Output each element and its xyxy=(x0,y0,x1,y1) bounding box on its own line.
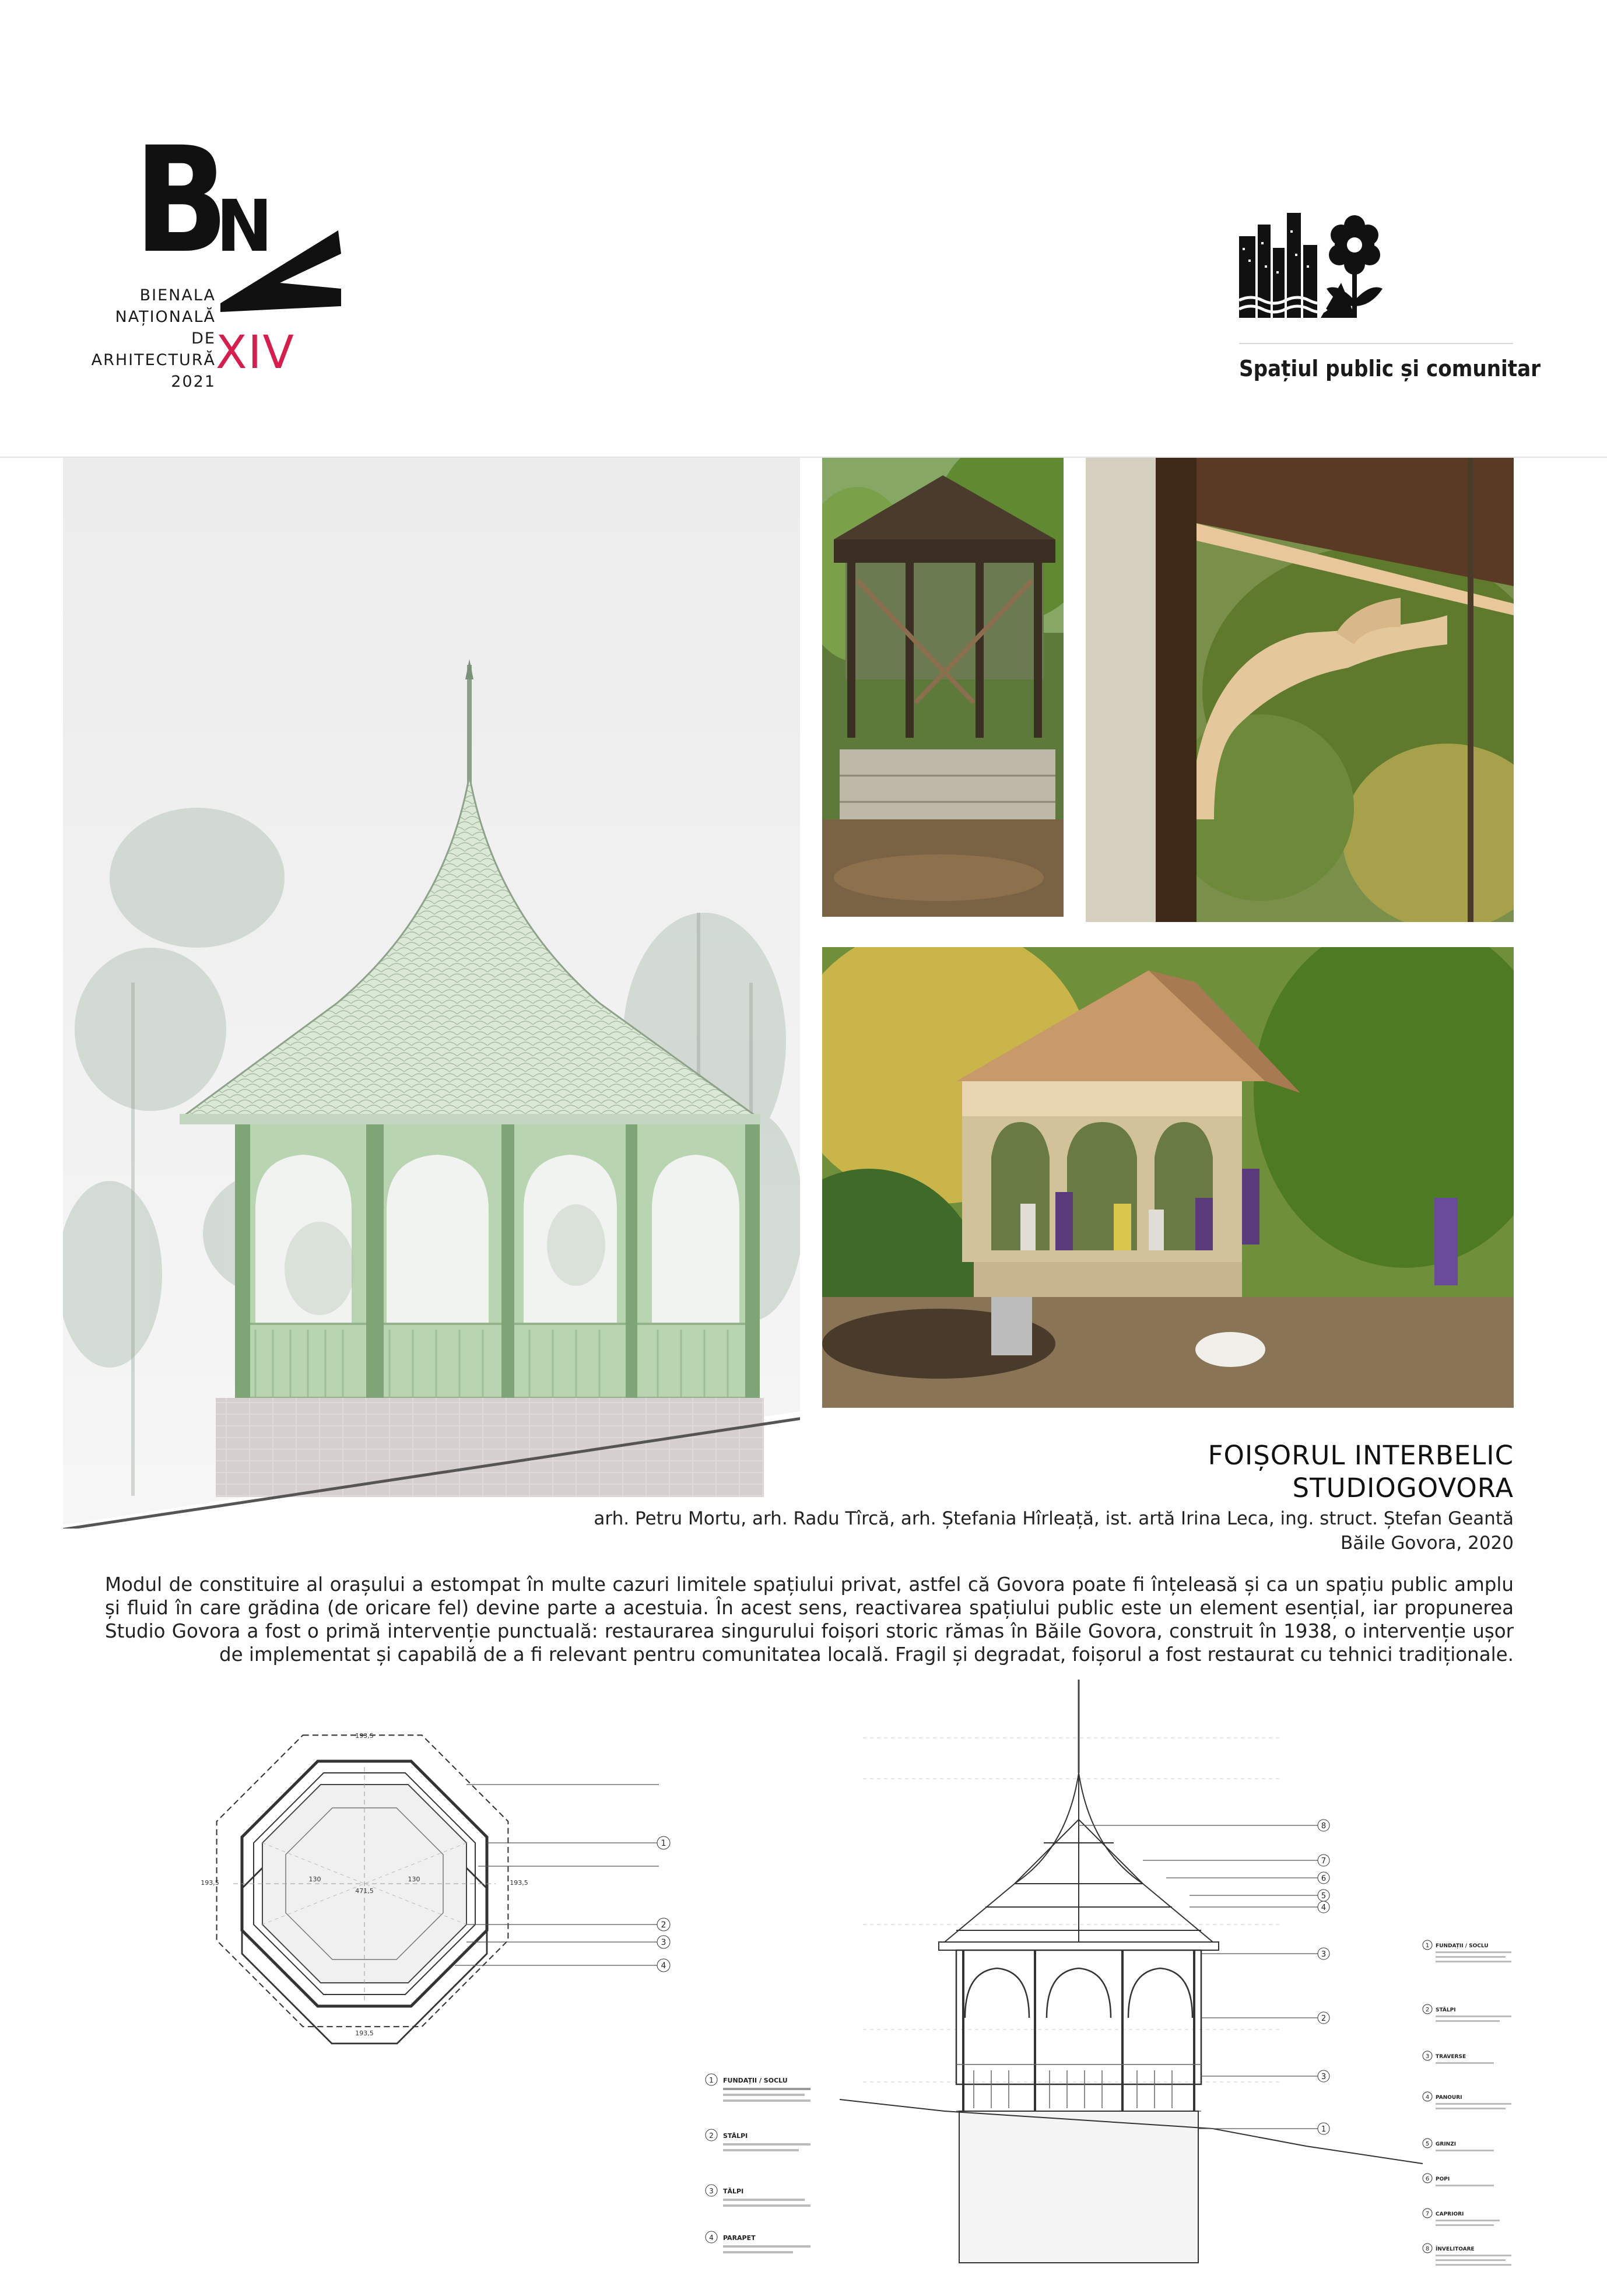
section-legend-title: PANOURI xyxy=(1436,2095,1462,2101)
plan-legend-num: 3 xyxy=(709,2187,714,2195)
section-legend-num: 2 xyxy=(1425,2007,1430,2013)
project-location-year: Băile Govora, 2020 xyxy=(1340,1533,1514,1554)
section-callout: 5 xyxy=(1321,1892,1327,1901)
plan-legend-title: PARAPET xyxy=(723,2234,756,2242)
plan-legend-num: 2 xyxy=(709,2132,714,2140)
section-callout: 2 xyxy=(1321,2014,1327,2023)
project-title-line: STUDIOGOVORA xyxy=(1292,1473,1514,1503)
section-legend-title: ÎNVELITOARE xyxy=(1436,2246,1475,2252)
plan-legend-num: 4 xyxy=(709,2234,714,2242)
gazebo-floor-plan xyxy=(175,1732,933,2269)
section-legend-num: 6 xyxy=(1425,2176,1430,2182)
section-legend-num: 4 xyxy=(1425,2094,1430,2101)
section-callout: 7 xyxy=(1321,1857,1327,1866)
plan-callout: 4 xyxy=(661,1961,666,1971)
bienala-line: ARHITECTURĂ xyxy=(91,351,216,369)
plan-center-label: 130 xyxy=(408,1876,420,1883)
bna-letter-n: N xyxy=(216,185,273,268)
section-legend-num: 1 xyxy=(1425,1943,1430,1949)
plan-dim-bottom: 193,5 xyxy=(355,2029,374,2037)
plan-legend-title: STÂLPI xyxy=(723,2132,748,2140)
bna-letter-b: B xyxy=(134,137,229,286)
project-authors: arh. Petru Mortu, arh. Radu Tîrcă, arh. Ștefania Hîrleață, ist. artă Irina Leca, ing. struct. Ștefan Geantă xyxy=(594,1508,1514,1529)
project-title-line: FOIȘORUL INTERBELIC xyxy=(1208,1440,1514,1471)
project-title xyxy=(875,1439,1514,1505)
bienala-line: NAȚIONALĂ xyxy=(115,308,216,326)
section-legend-num: 7 xyxy=(1425,2211,1430,2217)
plan-callout: 3 xyxy=(661,1938,666,1947)
public-space-community-icon xyxy=(1239,213,1391,318)
section-legend-title: STÂLPI xyxy=(1436,2007,1456,2013)
photo-gazebo-roof-detail xyxy=(1086,458,1514,922)
section-legend-num: 8 xyxy=(1425,2246,1430,2252)
category-rule xyxy=(1239,343,1513,344)
plan-legend-title: TĂLPI xyxy=(723,2188,744,2195)
plan-dim-left: 193,5 xyxy=(201,1879,219,1887)
section-legend-title: CAPRIORI xyxy=(1436,2211,1464,2217)
section-legend-num: 5 xyxy=(1425,2141,1430,2147)
section-legend-title: FUNDAȚII / SOCLU xyxy=(1436,1943,1489,1949)
section-legend-title: TRAVERSE xyxy=(1436,2054,1466,2060)
plan-legend-num: 1 xyxy=(709,2076,714,2084)
gazebo-section-elevation xyxy=(840,1668,1528,2286)
section-callout: 6 xyxy=(1321,1874,1327,1883)
watercolor-render-gazebo xyxy=(63,458,800,1529)
plan-center-label: 130 xyxy=(308,1876,321,1883)
section-callout: 3 xyxy=(1321,1950,1327,1959)
plan-callout: 2 xyxy=(661,1920,666,1930)
photo-gazebo-before-restoration xyxy=(822,458,1064,917)
section-callout: 3 xyxy=(1321,2073,1327,2081)
section-callout: 4 xyxy=(1321,1904,1327,1912)
project-description: Modul de constituire al orașului a estompat în multe cazuri limitele spațiului privat, astfel că Govora poate fi înțeleasă și ca un spațiu public amplu și fluid în care grădina (de oricare fel) devine parte a acestuia. În acest sens, reactivarea spațiului public este un element esențial, iar propunerea Studio Govora a fost o primă intervenție punctuală: restaurarea singurului foișori storic rămas în Băile Govora, construit în 1938, o intervenție ușor de implementat și capabilă de a fi relevant pentru comunitatea locală. Fragil și degradat, foișorul a fost restaurat cu tehnici tradiționale. xyxy=(105,1573,1514,1666)
bienala-text xyxy=(82,285,216,392)
plan-legend-title: FUNDAȚII / SOCLU xyxy=(723,2077,788,2084)
section-legend-title: GRINZI xyxy=(1436,2141,1457,2147)
bienala-line: DE xyxy=(191,329,216,348)
plan-dim-right: 193,5 xyxy=(510,1879,528,1887)
photo-volunteers-restoring-gazebo xyxy=(822,947,1514,1408)
project-credits xyxy=(466,1506,1514,1555)
plan-callout: 1 xyxy=(661,1839,666,1848)
section-callout: 1 xyxy=(1321,2125,1327,2134)
edition-number: XIV xyxy=(216,327,295,379)
section-legend-title: POPI xyxy=(1436,2176,1450,2182)
bienala-line: 2021 xyxy=(171,373,216,391)
section-legend-num: 3 xyxy=(1425,2053,1430,2060)
bienala-line: BIENALA xyxy=(139,286,216,304)
plan-dim-top: 193,5 xyxy=(355,1732,374,1740)
category-title: Spațiul public și comunitar xyxy=(1239,356,1541,381)
section-callout: 8 xyxy=(1321,1822,1327,1831)
plan-center-label: 471,5 xyxy=(355,1887,374,1895)
